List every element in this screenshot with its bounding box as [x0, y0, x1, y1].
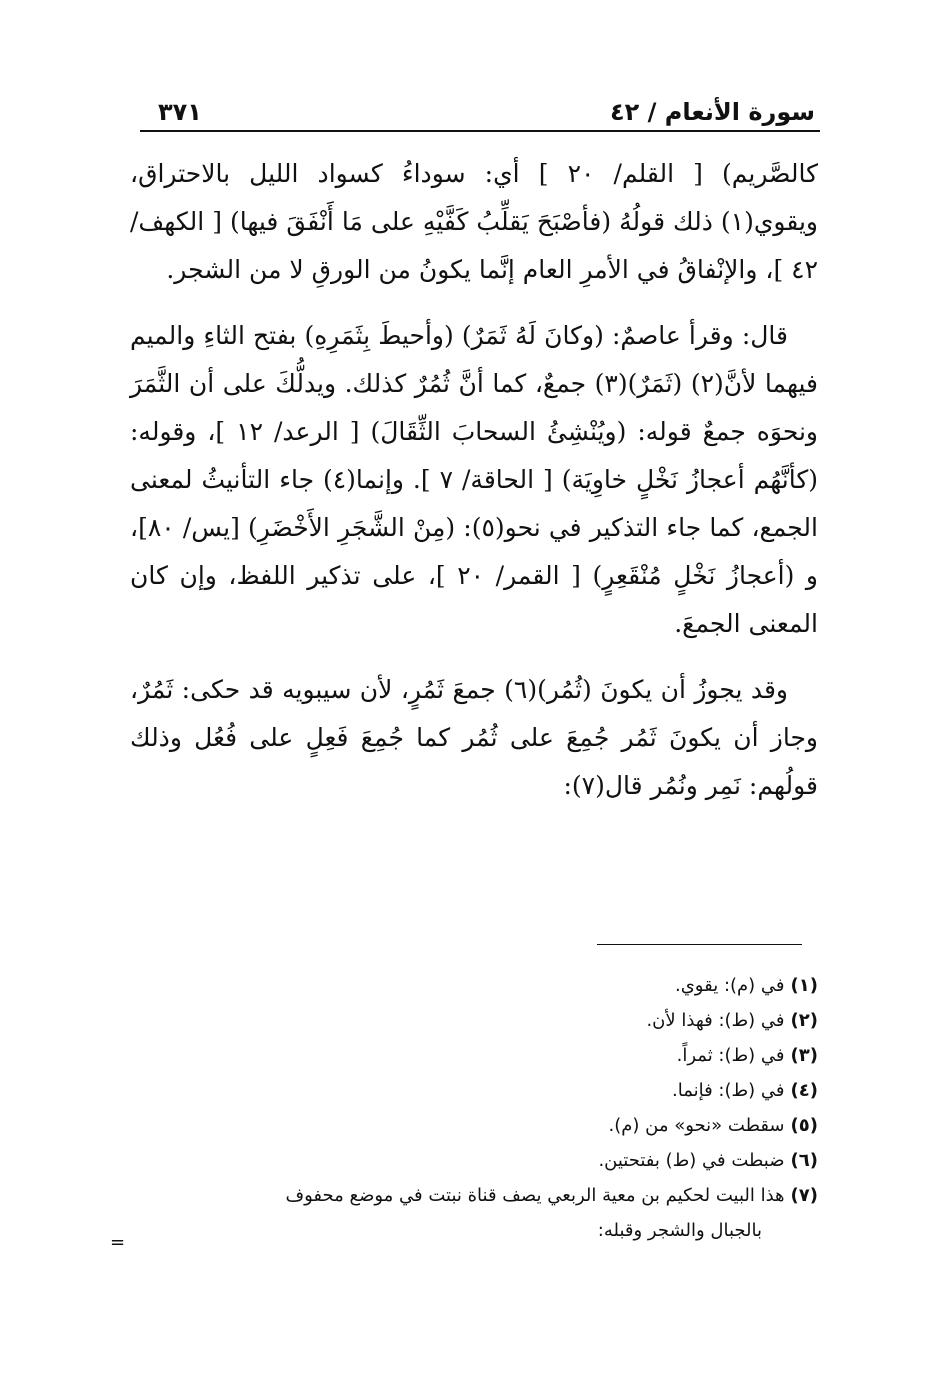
footnote-text: هذا البيت لحكيم بن معية الربعي يصف قناة نبتت في موضع محفوف: [285, 1185, 785, 1206]
margin-mark: =: [110, 1232, 126, 1253]
footnote-text: ضبطت في (ط) بفتحتين.: [598, 1150, 785, 1171]
footnote-number: (٧): [790, 1185, 818, 1206]
footnote-text: في (ط): ثمراً.: [676, 1045, 785, 1066]
footnote-6: [130, 1143, 818, 1178]
paragraph-1: كالصَّريم) [ القلم/ ٢٠ ] أي: سوداءُ كسواد الليل بالاحتراق، ويقوي(١) ذلك قولُهُ (فأصْبَحَ يَقلِّبُ كَفَّيْهِ على مَا أَنْفَقَ فيها) [ الكهف/ ٤٢ ]، والإنْفاقُ في الأمرِ العام إنَّما يكونُ من الورقِ لا من الشجر.: [130, 159, 818, 284]
footnotes: [130, 968, 818, 1248]
footnote-text: في (ط): فهذا لأن.: [646, 1010, 785, 1031]
footnote-number: (٣): [790, 1045, 818, 1066]
paragraph-3: وقد يجوزُ أن يكونَ (ثُمُر)(٦) جمعَ ثَمُرٍ، لأن سيبويه قد حكى: ثَمُرٌ، وجاز أن يكونَ ثَمُر جُمِعَ على ثُمُر كما جُمِعَ فَعِلٍ على فُعُل وذلك قولُهم: نَمِر ونُمُر قال(٧):: [130, 675, 818, 800]
footnote-1: [130, 968, 818, 1003]
footnote-number: (٢): [790, 1010, 818, 1031]
footnote-number: (٥): [790, 1115, 818, 1136]
page-header: [140, 86, 815, 126]
header-rule: [140, 130, 820, 132]
footnote-2: [130, 1003, 818, 1038]
footnote-7: [130, 1178, 818, 1213]
footnote-3: [130, 1038, 818, 1073]
footnote-7-continuation: بالجبال والشجر وقبله:: [597, 1220, 762, 1241]
footnote-number: (٦): [790, 1150, 818, 1171]
footnote-text: في (ط): فإنما.: [672, 1080, 785, 1101]
footnote-4: [130, 1073, 818, 1108]
footnote-rule: [597, 944, 802, 945]
footnote-text: في (م): يقوي.: [675, 975, 785, 996]
paragraph-2: قال: وقرأ عاصمٌ: (وكانَ لَهُ ثَمَرٌ) (وأحيطَ بِثَمَرِهِ) بفتح الثاءِ والميم فيهما لأنَّ(٢) (ثَمَرٌ)(٣) جمعٌ، كما أنَّ ثُمُرٌ كذلك. ويدلُّكَ على أن الثَّمَرَ ونحوَه جمعٌ قوله: (ويُنْشِئُ السحابَ الثِّقَالَ) [ الرعد/ ١٢ ]، وقوله: (كأنَّهُم أعجازُ نَخْلٍ خاوِيَة) [ الحاقة/ ٧ ]. وإنما(٤) جاء التأنيثُ لمعنى الجمع، كما جاء التذكير في نحو(٥): (مِنْ الشَّجَرِ الأَخْضَرِ) [يس/ ٨٠]، و (أعجازُ نَخْلٍ مُنْقَعِرٍ) [ القمر/ ٢٠ ]، على تذكير اللفظ، وإن كان المعنى الجمعَ.: [130, 321, 819, 638]
footnote-5: [130, 1108, 818, 1143]
running-title: سورة الأنعام / ٤٢: [609, 98, 815, 126]
page-number: ٣٧١: [158, 98, 202, 126]
main-text: [130, 150, 818, 828]
footnote-number: (١): [790, 975, 818, 996]
footnote-number: (٤): [790, 1080, 818, 1101]
footnote-text: سقطت «نحو» من (م).: [608, 1115, 785, 1136]
